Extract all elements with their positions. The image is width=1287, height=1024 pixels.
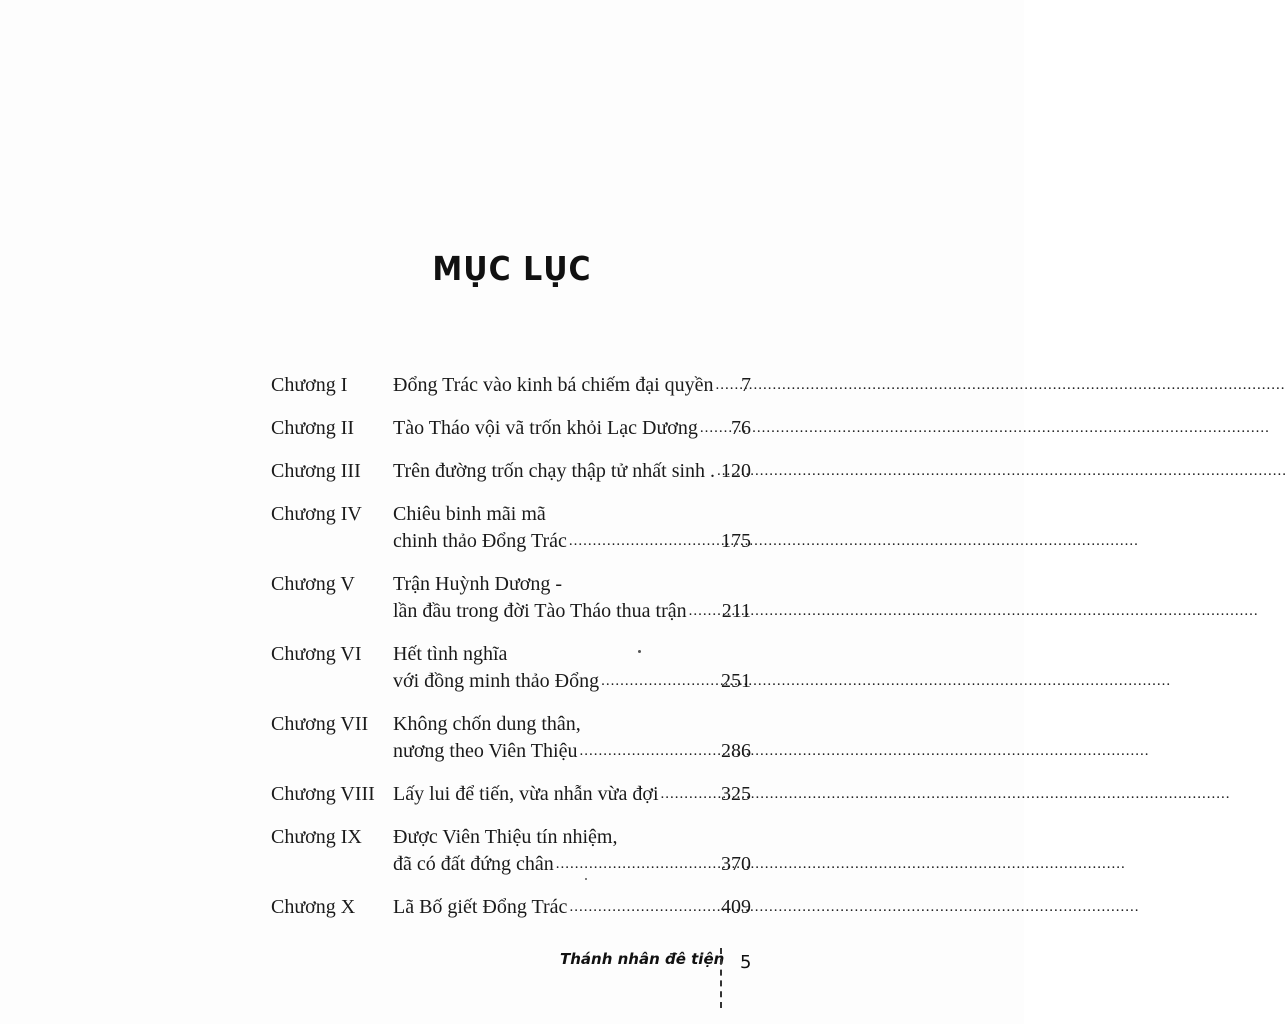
- chapter-title-text: với đồng minh thảo Đổng: [393, 670, 600, 692]
- chapter-title: [393, 501, 751, 555]
- chapter-title-line: [393, 851, 751, 878]
- chapter-title-line: [393, 415, 751, 442]
- chapter-title: [393, 458, 751, 485]
- chapter-title-text: Không chốn dung thân,: [393, 713, 581, 735]
- chapter-title-line: [393, 501, 751, 528]
- chapter-label: Chương VI: [271, 643, 362, 665]
- chapter-label: Chương IX: [271, 826, 362, 848]
- chapter-title-line: [393, 668, 751, 695]
- chapter-title: [393, 894, 751, 921]
- dot-leader: [567, 894, 721, 921]
- chapter-label: Chương X: [271, 896, 356, 918]
- chapter-label: Chương VIII: [271, 783, 375, 805]
- chapter-title-line: [393, 894, 751, 921]
- chapter-title: [393, 711, 751, 765]
- chapter-label: Chương I: [271, 374, 348, 396]
- chapter-title-text: Lấy lui để tiến, vừa nhẫn vừa đợi: [393, 783, 659, 805]
- dot-leader: [659, 781, 721, 808]
- chapter-label: Chương V: [271, 573, 355, 595]
- chapter-title-text: Trên đường trốn chạy thập tử nhất sinh .: [393, 460, 716, 482]
- chapter-title: [393, 372, 751, 399]
- chapter-title: [393, 641, 751, 695]
- dot-leader: [554, 851, 721, 878]
- toc-page-number: 286: [721, 740, 751, 762]
- ink-speck: [638, 650, 641, 653]
- toc-page-number: 120: [721, 460, 751, 482]
- chapter-title-line: [393, 571, 751, 598]
- chapter-title-text: Trận Huỳnh Dương -: [393, 573, 563, 595]
- chapter-title-text: Chiêu binh mãi mã: [393, 503, 546, 525]
- chapter-title-text: Đổng Trác vào kinh bá chiếm đại quyền: [393, 374, 714, 396]
- dot-leader: [687, 598, 722, 625]
- toc-entry: [271, 372, 751, 399]
- toc-page-number: 211: [721, 600, 751, 622]
- dot-leader: [698, 415, 731, 442]
- dot-leader: [599, 668, 721, 695]
- toc-entry: [271, 824, 751, 878]
- chapter-title-text: đã có đất đứng chân: [393, 853, 554, 875]
- page-number: 5: [740, 952, 752, 973]
- toc-entry: [271, 781, 751, 808]
- chapter-title-text: Hết tình nghĩa: [393, 643, 508, 665]
- toc-page-number: 76: [731, 417, 751, 439]
- page-footer: [0, 948, 1024, 1008]
- toc-page-number: 409: [721, 896, 751, 918]
- toc-page-number: 251: [721, 670, 751, 692]
- chapter-title-text: nương theo Viên Thiệu: [393, 740, 578, 762]
- chapter-title-text: Được Viên Thiệu tín nhiệm,: [393, 826, 618, 848]
- chapter-title: [393, 571, 751, 625]
- toc-entry: [271, 458, 751, 485]
- chapter-title: [393, 415, 751, 442]
- chapter-title-line: [393, 528, 751, 555]
- chapter-title-line: [393, 738, 751, 765]
- toc-entry: [271, 894, 751, 921]
- chapter-label: Chương II: [271, 417, 355, 439]
- toc-entry: [271, 641, 751, 695]
- toc-page-number: 175: [721, 530, 751, 552]
- chapter-title-line: [393, 458, 751, 485]
- footer-divider: [720, 948, 722, 1008]
- toc-entry: [271, 711, 751, 765]
- toc-page-number: 370: [721, 853, 751, 875]
- chapter-label: Chương VII: [271, 713, 369, 735]
- chapter-title-text: chinh thảo Đổng Trác: [393, 530, 567, 552]
- chapter-title-line: [393, 711, 751, 738]
- chapter-title: [393, 781, 751, 808]
- toc-page-number: 325: [721, 783, 751, 805]
- running-title: Thánh nhân đê tiện: [560, 950, 725, 968]
- chapter-label: Chương IV: [271, 503, 362, 525]
- chapter-label: Chương III: [271, 460, 361, 482]
- chapter-title: [393, 824, 751, 878]
- toc-entry: [271, 415, 751, 442]
- chapter-title-line: [393, 824, 751, 851]
- chapter-title-line: [393, 598, 751, 625]
- toc-entry: [271, 501, 751, 555]
- ink-speck: [585, 878, 587, 880]
- table-of-contents: [271, 372, 751, 937]
- chapter-title-text: Tào Tháo vội vã trốn khỏi Lạc Dương: [393, 417, 698, 439]
- chapter-title-line: [393, 372, 751, 399]
- dot-leader: [577, 738, 721, 765]
- chapter-title-line: [393, 781, 751, 808]
- dot-leader: [567, 528, 721, 555]
- chapter-title-text: lần đầu trong đời Tào Tháo thua trận: [393, 600, 687, 622]
- chapter-title-text: Lã Bố giết Đổng Trác: [393, 896, 568, 918]
- dot-leader: [714, 372, 742, 399]
- toc-entry: [271, 571, 751, 625]
- toc-page-number: 7: [741, 374, 751, 396]
- page-title: MỤC LỤC: [432, 250, 592, 289]
- chapter-title-line: [393, 641, 751, 668]
